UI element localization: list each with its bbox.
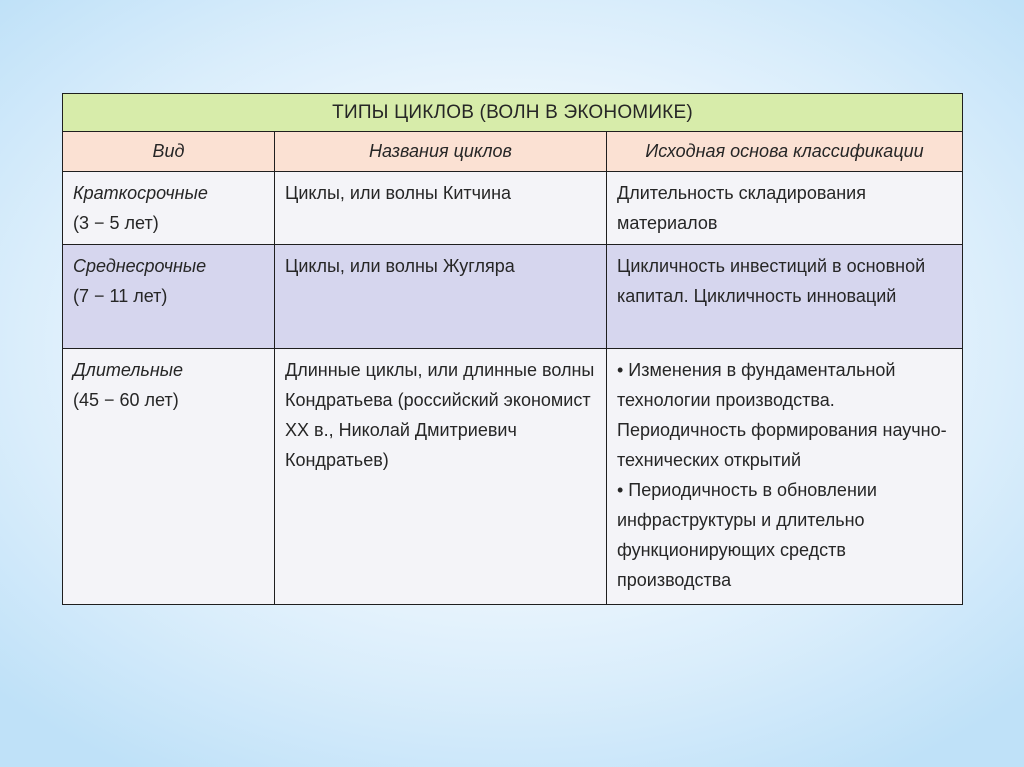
header-classification-basis: Исходная основа классификации	[607, 132, 963, 172]
cell-kind	[63, 172, 275, 245]
table-title-row	[63, 94, 963, 132]
kind-years: (45 − 60 лет)	[73, 390, 179, 410]
table-row	[63, 349, 963, 605]
kind-label: Длительные	[73, 360, 184, 380]
header-cycle-names: Названия циклов	[275, 132, 607, 172]
table-row	[63, 245, 963, 349]
cell-basis	[607, 245, 963, 349]
cycle-name: Циклы, или волны Китчина	[285, 183, 512, 203]
kind-label: Краткосрочные	[73, 183, 208, 203]
cell-cycle-name	[275, 349, 607, 605]
cell-basis	[607, 349, 963, 605]
table-title: ТИПЫ ЦИКЛОВ (ВОЛН В ЭКОНОМИКЕ)	[63, 94, 963, 132]
kind-label: Среднесрочные	[73, 256, 207, 276]
cycle-types-table	[62, 93, 963, 605]
cell-kind	[63, 349, 275, 605]
cycle-name: Длинные циклы, или длинные волны Кондратьева (российский экономист XX в., Николай Дмитриевич Кондратьев)	[285, 360, 595, 470]
cell-basis	[607, 172, 963, 245]
cell-cycle-name	[275, 172, 607, 245]
basis-bullet: • Периодичность в обновлении инфраструктуры и длительно функционирующих средств производства	[617, 480, 877, 590]
cell-cycle-name	[275, 245, 607, 349]
table-row	[63, 172, 963, 245]
basis-bullet: • Изменения в фундаментальной технологии производства. Периодичность формирования научно-технических открытий	[617, 360, 947, 470]
kind-years: (3 − 5 лет)	[73, 213, 159, 233]
table-header-row	[63, 132, 963, 172]
basis-text: Длительность складирования материалов	[617, 183, 866, 233]
basis-text: Цикличность инвестиций в основной капитал. Цикличность инноваций	[617, 256, 926, 306]
kind-years: (7 − 11 лет)	[73, 286, 168, 306]
cell-kind	[63, 245, 275, 349]
header-kind: Вид	[63, 132, 275, 172]
cycle-name: Циклы, или волны Жугляра	[285, 256, 515, 276]
